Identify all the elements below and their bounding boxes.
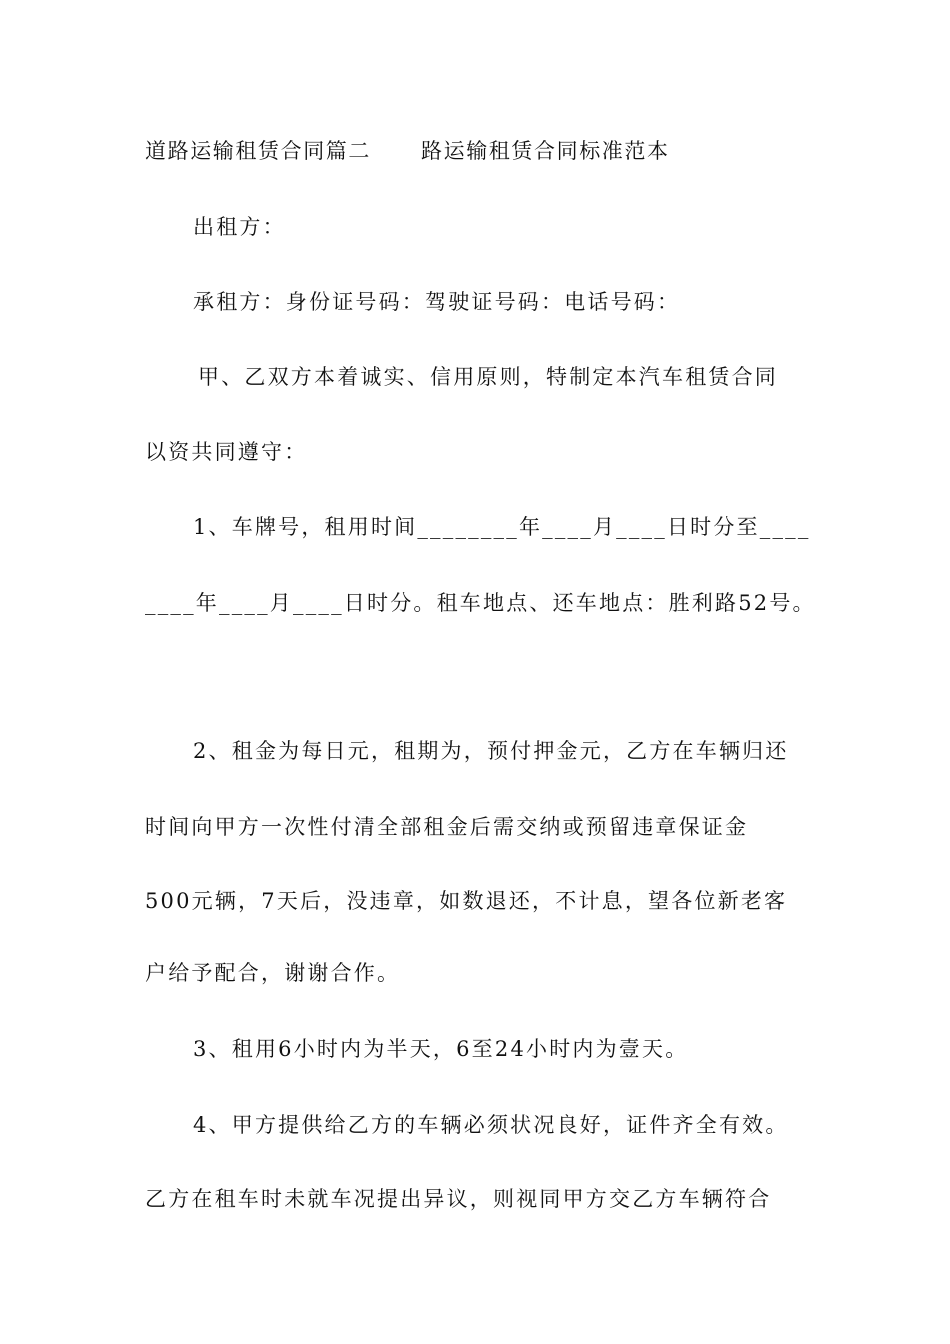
lessee-line: 承租方：身份证号码：驾驶证号码：电话号码： bbox=[193, 290, 681, 314]
clause-2-line-4: 户给予配合，谢谢合作。 bbox=[145, 961, 401, 985]
clause-2-line-3: 500元辆，7天后，没违章，如数退还，不计息，望各位新老客 bbox=[145, 889, 788, 913]
clause-1-line-2: ____年____月____日时分。租车地点、还车地点：胜利路52号。 bbox=[145, 591, 816, 615]
clause-4-line-2: 乙方在租车时未就车况提出异议，则视同甲方交乙方车辆符合 bbox=[145, 1187, 772, 1211]
title-part-1: 道路运输租赁合同篇二 bbox=[145, 139, 371, 163]
lessor-label: 出租方： bbox=[193, 215, 286, 239]
clause-1-line-1: 1、车牌号，租用时间________年____月____日时分至____ bbox=[193, 515, 811, 539]
title-part-2: 路运输租赁合同标准范本 bbox=[421, 139, 670, 163]
intro-paragraph-line-2: 以资共同遵守： bbox=[145, 440, 308, 464]
document-title bbox=[145, 136, 845, 166]
clause-2-line-2: 时间向甲方一次性付清全部租金后需交纳或预留违章保证金 bbox=[145, 815, 749, 839]
clause-4-line-1: 4、甲方提供给乙方的车辆必须状况良好，证件齐全有效。 bbox=[193, 1113, 789, 1137]
intro-paragraph-line-1: 甲、乙双方本着诚实、信用原则，特制定本汽车租赁合同 bbox=[198, 365, 778, 389]
clause-2-line-1: 2、租金为每日元，租期为，预付押金元，乙方在车辆归还 bbox=[193, 739, 789, 763]
clause-3: 3、租用6小时内为半天，6至24小时内为壹天。 bbox=[193, 1037, 689, 1061]
